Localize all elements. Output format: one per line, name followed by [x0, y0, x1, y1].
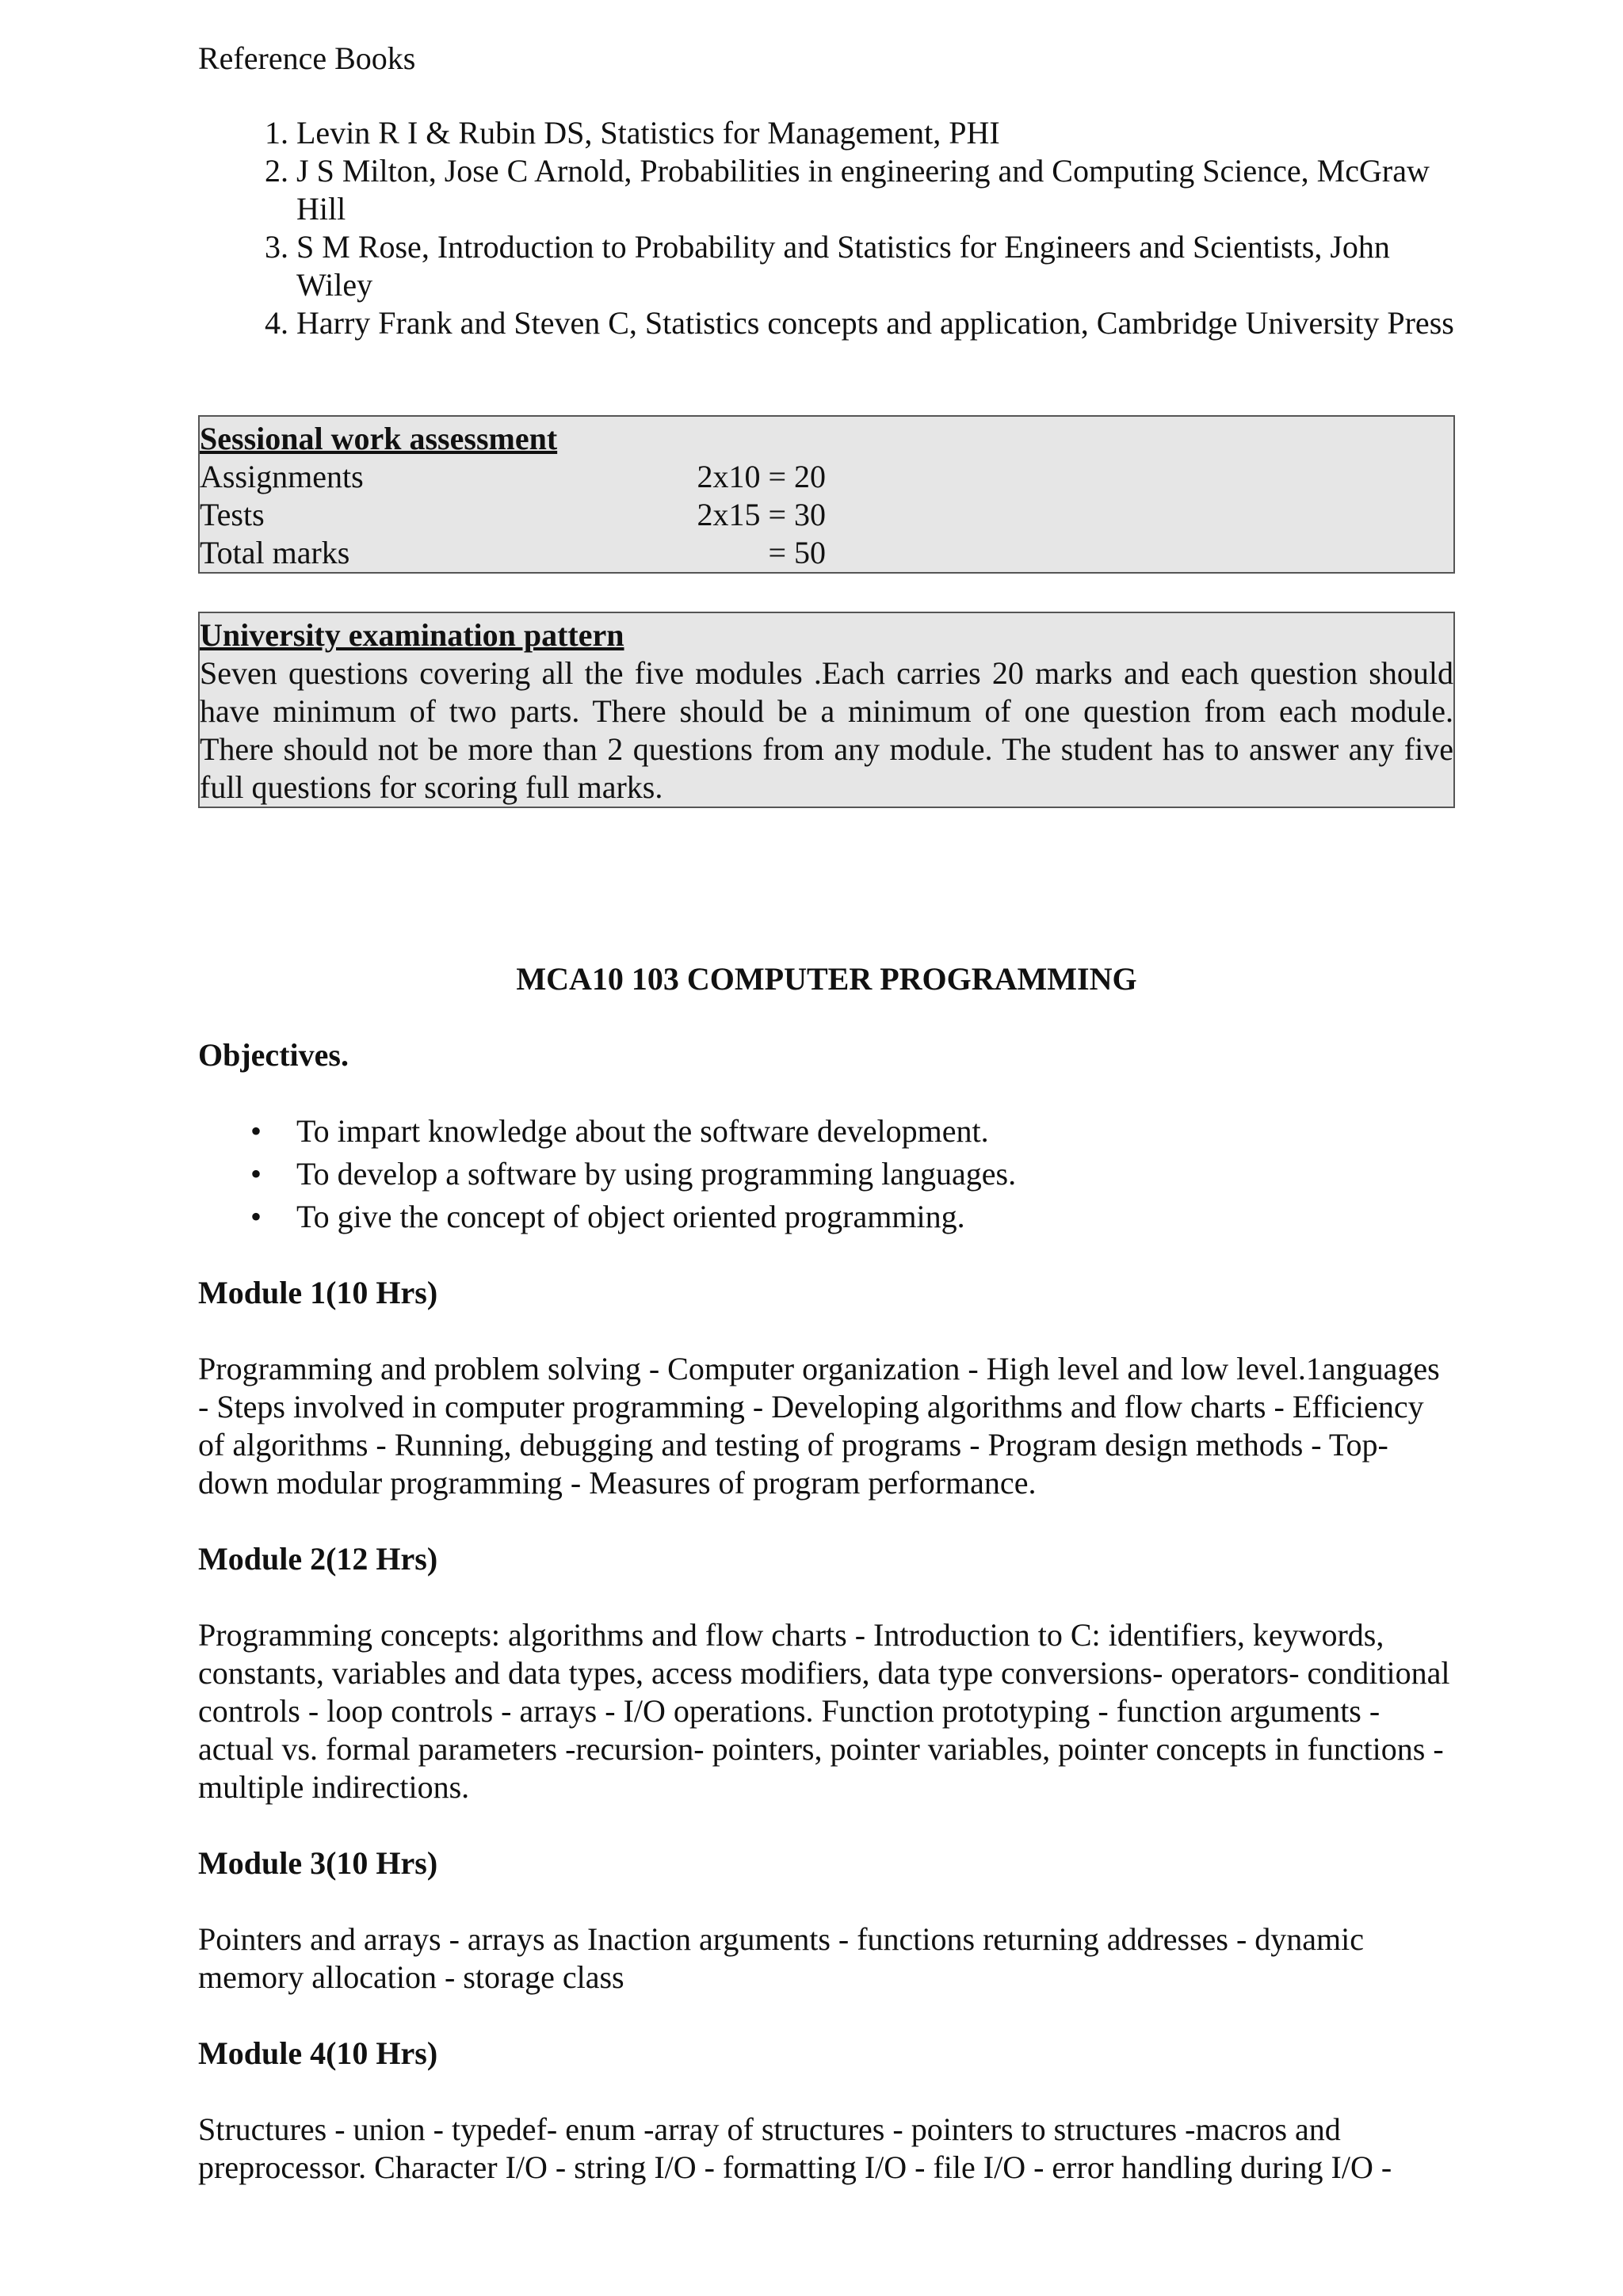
- assessment-value: = 50: [768, 535, 826, 570]
- module-1-text: Programming and problem solving - Computer organization - High level and low level.1anguages - Steps involved in computer programming - Developing algorithms and flow charts - Efficiency of algorithms - Running, debugging and testing of programs - Program design methods - Top-down modular programming - Measures of program performance.: [198, 1351, 1440, 1501]
- reference-item: 2. J S Milton, Jose C Arnold, Probabilities in engineering and Computing Science, McGraw Hill: [296, 152, 1455, 228]
- objectives-list: [198, 1112, 1455, 1236]
- bullet-icon: •: [250, 1113, 262, 1149]
- assessment-row: [200, 458, 1453, 496]
- objective-item: [250, 1198, 1455, 1236]
- course-title: MCA10 103 COMPUTER PROGRAMMING: [516, 961, 1137, 997]
- module-4-heading: Module 4(10 Hrs): [198, 2035, 438, 2071]
- objective-text: To develop a software by using programming languages.: [296, 1156, 1017, 1192]
- reference-list: [198, 114, 1455, 342]
- objective-text: To impart knowledge about the software development.: [296, 1113, 989, 1149]
- reference-item: 1. Levin R I & Rubin DS, Statistics for Management, PHI: [296, 114, 1455, 152]
- assessment-label: Assignments: [200, 459, 364, 494]
- assessment-label: Tests: [200, 497, 265, 532]
- objective-item: [250, 1155, 1455, 1193]
- sessional-assessment-title: Sessional work assessment: [200, 421, 558, 456]
- assessment-value: 2x15 = 30: [697, 497, 826, 532]
- module-2-text: Programming concepts: algorithms and flow charts - Introduction to C: identifiers, keywords, constants, variables and data types, access modifiers, data type conversions- operators- conditional controls - loop controls - arrays - I/O operations. Function prototyping - function arguments - actual vs. formal parameters -recursion- pointers, pointer variables, pointer concepts in functions - multiple indirections.: [198, 1617, 1450, 1805]
- exam-pattern-box: [198, 612, 1455, 808]
- module-3-text: Pointers and arrays - arrays as Inaction arguments - functions returning addresses - dynamic memory allocation - storage class: [198, 1921, 1365, 1995]
- reference-books-heading: Reference Books: [198, 40, 416, 76]
- assessment-label: Total marks: [200, 535, 350, 570]
- module-4-text: Structures - union - typedef- enum -array of structures - pointers to structures -macros and preprocessor. Character I/O - string I/O - formatting I/O - file I/O - error handling during I/O -: [198, 2111, 1392, 2185]
- module-3-heading: Module 3(10 Hrs): [198, 1845, 438, 1881]
- assessment-value: 2x10 = 20: [697, 459, 826, 494]
- reference-item: 3. S M Rose, Introduction to Probability and Statistics for Engineers and Scientists, John Wiley: [296, 228, 1455, 304]
- document-page: [198, 32, 1455, 2187]
- assessment-row: [200, 496, 1453, 534]
- module-1-heading: Module 1(10 Hrs): [198, 1275, 438, 1310]
- sessional-assessment-box: [198, 415, 1455, 574]
- module-2-heading: Module 2(12 Hrs): [198, 1541, 438, 1577]
- reference-item: 4. Harry Frank and Steven C, Statistics concepts and application, Cambridge University Press: [296, 304, 1455, 342]
- exam-pattern-title: University examination pattern: [200, 617, 624, 653]
- objective-item: [250, 1112, 1455, 1150]
- bullet-icon: •: [250, 1199, 262, 1234]
- objective-text: To give the concept of object oriented programming.: [296, 1199, 965, 1234]
- assessment-row: [200, 534, 1453, 572]
- bullet-icon: •: [250, 1156, 262, 1192]
- objectives-heading: Objectives.: [198, 1037, 349, 1073]
- exam-pattern-text: Seven questions covering all the five modules .Each carries 20 marks and each question should have minimum of two parts. There should be a minimum of one question from each module. There should not be more than 2 questions from any module. The student has to answer any five full questions for scoring full marks.: [200, 655, 1453, 805]
